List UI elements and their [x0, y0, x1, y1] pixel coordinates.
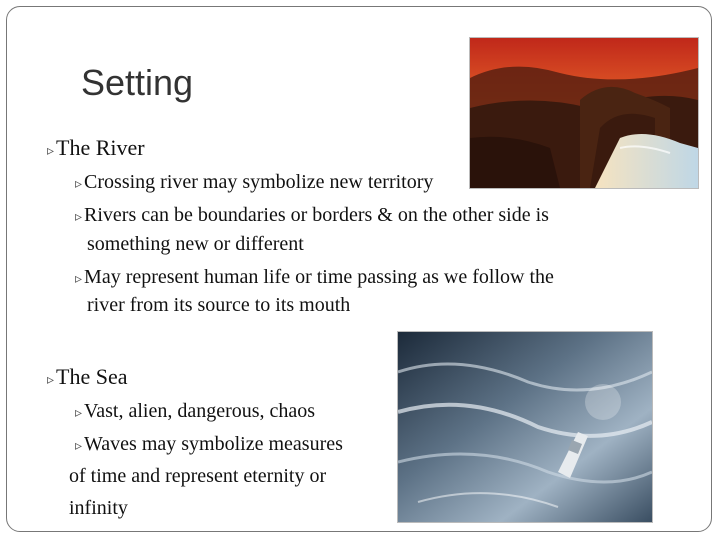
bullet-river-3-continued: river from its source to its mouth [87, 294, 351, 316]
hollow-triangle-bullet-icon: ▹ [47, 144, 55, 159]
stormy-sea-ship-image [397, 331, 653, 523]
section-heading-sea: ▹The Sea [47, 364, 128, 389]
hollow-triangle-bullet-icon: ▹ [75, 406, 83, 421]
hollow-triangle-bullet-icon: ▹ [75, 439, 83, 454]
hollow-triangle-bullet-icon: ▹ [75, 272, 83, 287]
bullet-river-3: ▹ May represent human life or time passing as we follow the [75, 266, 554, 288]
bullet-sea-2: ▹ Waves may symbolize measures [75, 433, 343, 455]
slide-title: Setting [81, 62, 194, 103]
hollow-triangle-bullet-icon: ▹ [75, 210, 83, 225]
section-heading-river: ▹The River [47, 135, 145, 160]
bullet-river-1: ▹ Crossing river may symbolize new territory [75, 171, 434, 193]
bullet-river-2-continued: something new or different [87, 233, 304, 255]
bullet-river-2: ▹ Rivers can be boundaries or borders & on the other side is [75, 204, 549, 226]
bullet-sea-1: ▹ Vast, alien, dangerous, chaos [75, 400, 316, 422]
slide [6, 6, 712, 532]
bullet-sea-2-continued: of time and represent eternity or [69, 465, 327, 487]
hollow-triangle-bullet-icon: ▹ [75, 177, 83, 192]
hollow-triangle-bullet-icon: ▹ [47, 373, 55, 388]
river-painting-image [469, 37, 699, 189]
bullet-sea-2-continued-2: infinity [69, 497, 128, 519]
